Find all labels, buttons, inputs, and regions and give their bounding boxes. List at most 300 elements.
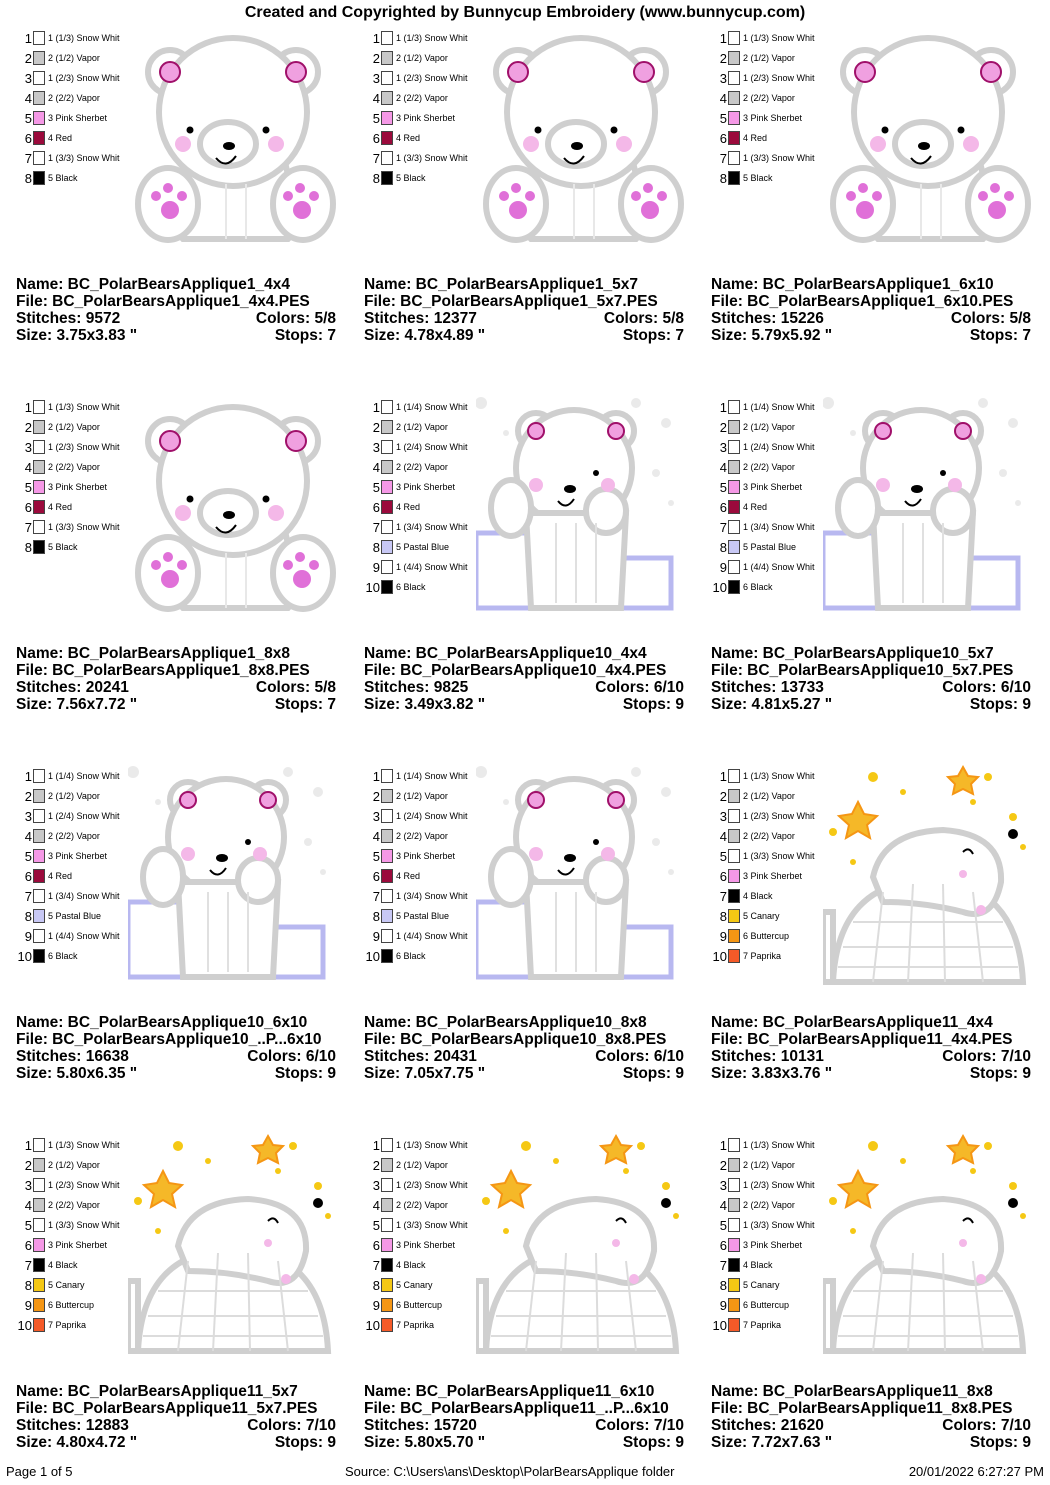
- thread-color-row: [709, 128, 815, 148]
- stitch-count: Stitches: 9825: [364, 679, 469, 696]
- thread-color-row: [709, 168, 815, 188]
- color-step-number: 1: [719, 768, 727, 784]
- design-size: Size: 4.81x5.27 ": [711, 696, 833, 713]
- design-info: [711, 645, 1031, 713]
- thread-color-row: [14, 168, 120, 188]
- thread-swatch: [728, 1178, 740, 1192]
- thread-color-row: [14, 517, 120, 537]
- thread-swatch: [728, 31, 740, 45]
- thread-swatch: [728, 889, 740, 903]
- thread-label: 7 Paprika: [743, 1320, 782, 1330]
- design-card: [8, 738, 355, 1107]
- thread-swatch: [728, 1278, 740, 1292]
- thread-swatch: [33, 480, 45, 494]
- thread-swatch: [381, 929, 393, 943]
- thread-color-row: [362, 517, 468, 537]
- thread-label: 2 (1/2) Vapor: [396, 791, 448, 801]
- thread-color-row: [14, 886, 120, 906]
- stop-count: Stops: 9: [969, 1065, 1031, 1082]
- polar-bear-on-igloo-artwork: [128, 1131, 343, 1356]
- design-file: File: BC_PolarBearsApplique10_8x8.PES: [364, 1031, 667, 1048]
- color-step-number: 4: [24, 828, 32, 844]
- color-step-number: 4: [24, 1197, 32, 1213]
- color-step-number: 6: [24, 130, 32, 146]
- thread-color-row: [709, 1295, 815, 1315]
- design-preview: [476, 1131, 691, 1356]
- color-step-number: 10: [712, 948, 727, 964]
- thread-swatch: [33, 91, 45, 105]
- color-count: Colors: 7/10: [942, 1048, 1031, 1065]
- thread-swatch: [33, 789, 45, 803]
- thread-label: 1 (3/4) Snow Whit: [48, 891, 120, 901]
- thread-color-row: [362, 108, 468, 128]
- thread-label: 1 (1/3) Snow Whit: [743, 771, 815, 781]
- thread-swatch: [381, 809, 393, 823]
- design-name: Name: BC_PolarBearsApplique10_5x7: [711, 645, 994, 662]
- thread-label: 3 Pink Sherbet: [48, 482, 108, 492]
- stop-count: Stops: 9: [274, 1434, 336, 1451]
- thread-color-row: [14, 88, 120, 108]
- thread-color-row: [14, 1175, 120, 1195]
- design-file: File: BC_PolarBearsApplique10_..P...6x10: [16, 1031, 322, 1048]
- thread-color-row: [362, 1275, 468, 1295]
- color-step-number: 6: [719, 130, 727, 146]
- thread-color-row: [14, 108, 120, 128]
- thread-swatch: [33, 440, 45, 454]
- thread-color-row: [709, 1195, 815, 1215]
- polar-bear-in-mug-artwork: [476, 762, 691, 987]
- thread-swatch: [381, 789, 393, 803]
- thread-swatch: [381, 171, 393, 185]
- color-count: Colors: 7/10: [247, 1417, 336, 1434]
- thread-color-row: [709, 397, 815, 417]
- thread-swatch: [728, 1238, 740, 1252]
- thread-swatch: [728, 929, 740, 943]
- thread-swatch: [381, 1318, 393, 1332]
- thread-color-row: [14, 926, 120, 946]
- thread-swatch: [728, 869, 740, 883]
- thread-label: 2 (2/2) Vapor: [396, 93, 448, 103]
- design-name: Name: BC_PolarBearsApplique1_5x7: [364, 276, 638, 293]
- thread-label: 1 (2/4) Snow Whit: [48, 811, 120, 821]
- design-card: [8, 369, 355, 738]
- color-step-number: 9: [372, 559, 380, 575]
- design-info: [16, 1383, 336, 1451]
- thread-color-row: [709, 926, 815, 946]
- thread-color-row: [14, 437, 120, 457]
- thread-swatch: [381, 460, 393, 474]
- thread-color-row: [709, 1235, 815, 1255]
- thread-label: 6 Black: [396, 951, 426, 961]
- thread-label: 3 Pink Sherbet: [396, 851, 456, 861]
- thread-color-row: [14, 866, 120, 886]
- thread-color-row: [709, 1155, 815, 1175]
- color-step-number: 2: [372, 788, 380, 804]
- design-size: Size: 7.56x7.72 ": [16, 696, 138, 713]
- design-name: Name: BC_PolarBearsApplique11_5x7: [16, 1383, 298, 1400]
- design-name: Name: BC_PolarBearsApplique1_6x10: [711, 276, 994, 293]
- thread-color-row: [709, 417, 815, 437]
- color-count: Colors: 6/10: [247, 1048, 336, 1065]
- design-preview: [476, 762, 691, 987]
- stop-count: Stops: 9: [622, 696, 684, 713]
- color-step-number: 3: [372, 1177, 380, 1193]
- design-info: [364, 276, 684, 344]
- thread-swatch: [728, 480, 740, 494]
- color-step-number: 5: [719, 110, 727, 126]
- color-step-number: 4: [719, 828, 727, 844]
- color-step-number: 10: [712, 1317, 727, 1333]
- design-file: File: BC_PolarBearsApplique1_8x8.PES: [16, 662, 310, 679]
- color-step-number: 4: [24, 459, 32, 475]
- design-size: Size: 5.80x6.35 ": [16, 1065, 138, 1082]
- color-step-number: 1: [24, 768, 32, 784]
- polar-bear-on-igloo-artwork: [823, 1131, 1038, 1356]
- thread-swatch: [381, 71, 393, 85]
- color-step-number: 6: [719, 868, 727, 884]
- thread-swatch: [381, 889, 393, 903]
- design-size: Size: 4.80x4.72 ": [16, 1434, 138, 1451]
- design-file: File: BC_PolarBearsApplique1_5x7.PES: [364, 293, 658, 310]
- thread-label: 1 (1/3) Snow Whit: [396, 33, 468, 43]
- color-step-number: 1: [372, 768, 380, 784]
- thread-label: 7 Paprika: [396, 1320, 435, 1330]
- color-step-number: 5: [372, 479, 380, 495]
- thread-color-row: [362, 577, 468, 597]
- thread-swatch: [728, 71, 740, 85]
- stitch-count: Stitches: 20431: [364, 1048, 477, 1065]
- stop-count: Stops: 7: [969, 327, 1031, 344]
- thread-color-row: [709, 48, 815, 68]
- thread-color-list: [362, 1135, 468, 1335]
- color-step-number: 4: [372, 90, 380, 106]
- color-count: Colors: 6/10: [595, 1048, 684, 1065]
- thread-color-row: [709, 457, 815, 477]
- thread-color-row: [709, 148, 815, 168]
- color-step-number: 4: [719, 459, 727, 475]
- thread-label: 3 Pink Sherbet: [48, 113, 108, 123]
- thread-label: 2 (1/2) Vapor: [48, 53, 100, 63]
- stitch-count: Stitches: 12377: [364, 310, 477, 327]
- thread-label: 1 (2/4) Snow Whit: [396, 811, 468, 821]
- color-step-number: 10: [17, 948, 32, 964]
- thread-label: 2 (1/2) Vapor: [48, 1160, 100, 1170]
- thread-label: 2 (1/2) Vapor: [743, 791, 795, 801]
- thread-color-row: [14, 1155, 120, 1175]
- design-card: [356, 738, 703, 1107]
- thread-color-row: [709, 557, 815, 577]
- color-step-number: 7: [719, 888, 727, 904]
- thread-swatch: [33, 151, 45, 165]
- thread-swatch: [33, 1218, 45, 1232]
- timestamp: 20/01/2022 6:27:27 PM: [908, 1464, 1044, 1479]
- thread-label: 5 Canary: [396, 1280, 433, 1290]
- design-name: Name: BC_PolarBearsApplique11_6x10: [364, 1383, 655, 1400]
- thread-color-row: [14, 48, 120, 68]
- thread-swatch: [381, 949, 393, 963]
- color-step-number: 9: [719, 928, 727, 944]
- design-card: [8, 0, 355, 369]
- color-step-number: 8: [372, 170, 380, 186]
- thread-color-row: [709, 1275, 815, 1295]
- thread-label: 2 (1/2) Vapor: [48, 791, 100, 801]
- color-step-number: 3: [372, 808, 380, 824]
- design-file: File: BC_PolarBearsApplique11_..P...6x10: [364, 1400, 669, 1417]
- color-step-number: 1: [24, 30, 32, 46]
- thread-swatch: [33, 909, 45, 923]
- thread-color-row: [362, 497, 468, 517]
- thread-label: 1 (3/4) Snow Whit: [396, 891, 468, 901]
- thread-label: 1 (3/3) Snow Whit: [396, 153, 468, 163]
- thread-label: 6 Buttercup: [396, 1300, 443, 1310]
- design-size: Size: 5.80x5.70 ": [364, 1434, 486, 1451]
- thread-swatch: [728, 560, 740, 574]
- color-step-number: 2: [24, 1157, 32, 1173]
- color-step-number: 10: [365, 1317, 380, 1333]
- thread-color-row: [362, 886, 468, 906]
- color-step-number: 8: [719, 170, 727, 186]
- thread-label: 3 Pink Sherbet: [743, 871, 803, 881]
- thread-label: 4 Red: [743, 133, 768, 143]
- thread-color-row: [14, 1235, 120, 1255]
- color-step-number: 6: [24, 499, 32, 515]
- thread-swatch: [728, 789, 740, 803]
- thread-swatch: [33, 71, 45, 85]
- thread-color-list: [709, 766, 815, 966]
- thread-swatch: [381, 1198, 393, 1212]
- thread-label: 4 Black: [743, 891, 773, 901]
- thread-color-list: [14, 28, 120, 188]
- thread-color-row: [709, 806, 815, 826]
- thread-swatch: [381, 1278, 393, 1292]
- thread-swatch: [728, 580, 740, 594]
- color-step-number: 6: [24, 868, 32, 884]
- thread-color-row: [362, 926, 468, 946]
- thread-color-row: [709, 537, 815, 557]
- thread-swatch: [381, 849, 393, 863]
- thread-color-row: [362, 1235, 468, 1255]
- page-number: Page 1 of 5: [6, 1464, 73, 1479]
- thread-swatch: [381, 500, 393, 514]
- thread-label: 1 (3/3) Snow Whit: [743, 851, 815, 861]
- polar-bear-sitting-artwork: [476, 24, 691, 249]
- thread-label: 4 Red: [48, 871, 73, 881]
- design-card: [356, 1107, 703, 1476]
- color-step-number: 4: [372, 1197, 380, 1213]
- thread-color-row: [709, 1135, 815, 1155]
- thread-swatch: [33, 889, 45, 903]
- thread-label: 1 (1/3) Snow Whit: [743, 1140, 815, 1150]
- design-size: Size: 7.05x7.75 ": [364, 1065, 486, 1082]
- thread-swatch: [381, 520, 393, 534]
- color-step-number: 3: [24, 808, 32, 824]
- stitch-count: Stitches: 12883: [16, 1417, 129, 1434]
- thread-color-row: [362, 866, 468, 886]
- thread-label: 2 (2/2) Vapor: [396, 831, 448, 841]
- thread-swatch: [381, 51, 393, 65]
- thread-label: 1 (1/4) Snow Whit: [396, 402, 468, 412]
- thread-color-row: [14, 1275, 120, 1295]
- thread-label: 2 (2/2) Vapor: [48, 1200, 100, 1210]
- thread-color-row: [362, 806, 468, 826]
- thread-label: 3 Pink Sherbet: [396, 113, 456, 123]
- color-step-number: 2: [24, 50, 32, 66]
- thread-color-row: [362, 1135, 468, 1155]
- thread-color-row: [709, 497, 815, 517]
- thread-swatch: [381, 580, 393, 594]
- thread-swatch: [33, 1198, 45, 1212]
- thread-color-row: [709, 1255, 815, 1275]
- thread-label: 5 Black: [48, 173, 78, 183]
- thread-label: 5 Pastal Blue: [743, 542, 797, 552]
- color-step-number: 5: [372, 848, 380, 864]
- polar-bear-on-igloo-artwork: [476, 1131, 691, 1356]
- design-file: File: BC_PolarBearsApplique11_4x4.PES: [711, 1031, 1013, 1048]
- thread-label: 4 Red: [396, 871, 421, 881]
- color-step-number: 7: [24, 150, 32, 166]
- thread-label: 2 (1/2) Vapor: [396, 422, 448, 432]
- color-step-number: 3: [24, 70, 32, 86]
- design-card: [703, 738, 1050, 1107]
- thread-label: 1 (3/3) Snow Whit: [48, 153, 120, 163]
- thread-label: 6 Buttercup: [48, 1300, 95, 1310]
- thread-label: 1 (2/3) Snow Whit: [48, 73, 120, 83]
- thread-swatch: [381, 111, 393, 125]
- thread-label: 5 Black: [743, 173, 773, 183]
- thread-swatch: [728, 1318, 740, 1332]
- thread-label: 1 (3/4) Snow Whit: [743, 522, 815, 532]
- color-step-number: 4: [372, 828, 380, 844]
- thread-label: 2 (2/2) Vapor: [48, 93, 100, 103]
- thread-swatch: [33, 111, 45, 125]
- color-count: Colors: 6/10: [595, 679, 684, 696]
- thread-label: 2 (1/2) Vapor: [48, 422, 100, 432]
- color-step-number: 10: [712, 579, 727, 595]
- thread-swatch: [728, 949, 740, 963]
- thread-swatch: [728, 849, 740, 863]
- design-card: [703, 0, 1050, 369]
- thread-swatch: [33, 51, 45, 65]
- thread-color-row: [14, 397, 120, 417]
- polar-bear-on-igloo-artwork: [823, 762, 1038, 987]
- thread-swatch: [381, 400, 393, 414]
- thread-label: 6 Buttercup: [743, 931, 790, 941]
- thread-label: 6 Black: [48, 951, 78, 961]
- thread-color-row: [362, 906, 468, 926]
- thread-color-row: [14, 457, 120, 477]
- stitch-count: Stitches: 20241: [16, 679, 129, 696]
- color-step-number: 9: [372, 928, 380, 944]
- thread-color-row: [14, 477, 120, 497]
- thread-label: 2 (2/2) Vapor: [48, 831, 100, 841]
- thread-color-row: [362, 417, 468, 437]
- thread-color-row: [14, 826, 120, 846]
- thread-swatch: [33, 1318, 45, 1332]
- thread-color-row: [14, 417, 120, 437]
- thread-label: 1 (2/4) Snow Whit: [396, 442, 468, 452]
- design-preview: [823, 24, 1038, 249]
- color-step-number: 7: [24, 888, 32, 904]
- color-step-number: 6: [372, 499, 380, 515]
- color-step-number: 1: [719, 30, 727, 46]
- thread-swatch: [728, 91, 740, 105]
- thread-color-row: [14, 1315, 120, 1335]
- design-info: [711, 1383, 1031, 1451]
- color-step-number: 5: [372, 110, 380, 126]
- thread-color-row: [709, 826, 815, 846]
- thread-swatch: [728, 51, 740, 65]
- thread-color-row: [14, 1255, 120, 1275]
- thread-swatch: [33, 1238, 45, 1252]
- thread-label: 3 Pink Sherbet: [396, 1240, 456, 1250]
- thread-swatch: [728, 1258, 740, 1272]
- stitch-count: Stitches: 13733: [711, 679, 824, 696]
- thread-label: 7 Paprika: [743, 951, 782, 961]
- thread-label: 2 (1/2) Vapor: [396, 53, 448, 63]
- design-info: [16, 1014, 336, 1082]
- design-preview: [476, 393, 691, 618]
- page-header: Created and Copyrighted by Bunnycup Embroidery (www.bunnycup.com): [244, 4, 806, 21]
- stitch-count: Stitches: 15226: [711, 310, 824, 327]
- thread-swatch: [33, 400, 45, 414]
- thread-color-row: [14, 537, 120, 557]
- color-step-number: 5: [24, 110, 32, 126]
- thread-swatch: [33, 540, 45, 554]
- thread-color-row: [709, 437, 815, 457]
- thread-color-row: [362, 946, 468, 966]
- color-step-number: 6: [719, 499, 727, 515]
- thread-label: 5 Black: [48, 542, 78, 552]
- thread-color-row: [709, 886, 815, 906]
- thread-label: 2 (2/2) Vapor: [743, 462, 795, 472]
- thread-color-row: [362, 168, 468, 188]
- thread-color-list: [709, 397, 815, 597]
- design-preview: [823, 762, 1038, 987]
- thread-swatch: [728, 1218, 740, 1232]
- color-step-number: 7: [372, 1257, 380, 1273]
- thread-swatch: [728, 151, 740, 165]
- design-file: File: BC_PolarBearsApplique11_8x8.PES: [711, 1400, 1013, 1417]
- design-preview: [128, 24, 343, 249]
- design-name: Name: BC_PolarBearsApplique10_6x10: [16, 1014, 308, 1031]
- thread-swatch: [728, 460, 740, 474]
- thread-color-row: [362, 537, 468, 557]
- thread-swatch: [381, 1178, 393, 1192]
- thread-swatch: [728, 500, 740, 514]
- thread-swatch: [728, 400, 740, 414]
- thread-swatch: [728, 171, 740, 185]
- thread-label: 2 (1/2) Vapor: [743, 1160, 795, 1170]
- thread-color-row: [362, 28, 468, 48]
- thread-swatch: [33, 500, 45, 514]
- color-step-number: 6: [372, 130, 380, 146]
- thread-swatch: [728, 809, 740, 823]
- thread-label: 1 (3/4) Snow Whit: [396, 522, 468, 532]
- color-count: Colors: 7/10: [595, 1417, 684, 1434]
- thread-swatch: [728, 909, 740, 923]
- thread-label: 5 Pastal Blue: [48, 911, 102, 921]
- thread-color-row: [362, 457, 468, 477]
- color-step-number: 8: [24, 1277, 32, 1293]
- thread-label: 5 Canary: [743, 911, 780, 921]
- design-preview: [128, 1131, 343, 1356]
- thread-label: 1 (1/3) Snow Whit: [48, 33, 120, 43]
- thread-color-row: [14, 497, 120, 517]
- thread-swatch: [33, 869, 45, 883]
- design-name: Name: BC_PolarBearsApplique11_4x4: [711, 1014, 993, 1031]
- color-step-number: 2: [719, 788, 727, 804]
- color-step-number: 8: [719, 908, 727, 924]
